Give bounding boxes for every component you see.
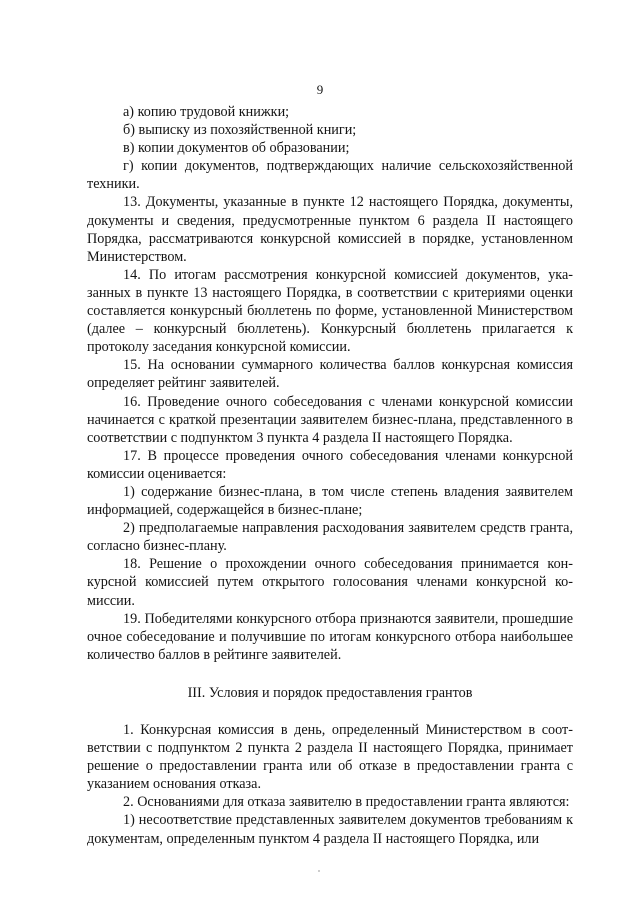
paragraph-16: 16. Проведение очного собеседования с членами конкурсной комиссии начинается с краткой презентации заявителем бизнес-плана, представленного в соответствии с подпунктом 3 пункта 4 раздела II настоящего Порядка. <box>87 393 573 446</box>
section3-paragraph-2-item-1: 1) несоответствие представленных заявителем документов требованиям к документам, определенным пунктом 4 раздела II настоящего Порядка, или <box>87 812 573 847</box>
document-body <box>87 103 573 848</box>
scan-speck <box>318 870 320 872</box>
section3-paragraph-2: 2. Основаниями для отказа заявителю в предоставлении гранта являются: <box>123 794 570 811</box>
paragraph-item-v: в) копии документов об образовании; <box>123 140 350 157</box>
paragraph-17-item-1: 1) содержание бизнес-плана, в том числе степень владения заявителем информацией, содержащейся в бизнес-плане; <box>87 483 573 519</box>
paragraph-item-a: а) копию трудовой книжки; <box>123 104 290 120</box>
section-heading: III. Условия и порядок предоставления грантов <box>187 684 473 701</box>
paragraph-15: 15. На основании суммарного количества баллов конкурсная комиссия определяет рейтинг заявителей. <box>87 357 573 392</box>
paragraph-13: 13. Документы, указанные в пункте 12 настоящего Порядка, документы, документы и сведения, предусмотренные пунктом 6 раздела II настоящего Порядка, рассматриваются конкурсной комиссией в порядке, установленном Министерством. <box>87 194 573 265</box>
paragraph-19: 19. Победителями конкурсного отбора признаются заявители, прошедшие очное собеседование и получившие по итогам конкурсного отбора наибольшее количество баллов в рейтинге заявителей. <box>87 610 573 663</box>
paragraph-18: 18. Решение о прохождении очного собеседования принимается конкурсной комиссией путем открытого голосования членами конкурсной комиссии. <box>87 556 573 609</box>
paragraph-item-g: г) копии документов, подтверждающих наличие сельскохозяйственной техники. <box>87 158 573 193</box>
paragraph-item-b: б) выписку из похозяйственной книги; <box>123 122 357 139</box>
paragraph-14: 14. По итогам рассмотрения конкурсной комиссией документов, указанных в пункте 13 настоящего Порядка, в соответствии с критериями оценки составляется конкурсный бюллетень по форме, установленной Министерством (далее – конкурсный бюллетень). Конкурсный бюллетень прилагается к протоколу заседания конкурсной комиссии. <box>87 266 573 356</box>
page-number: 9 <box>316 82 324 97</box>
section3-paragraph-1: 1. Конкурсная комиссия в день, определенный Министерством в соответствии с подпунктом 2 пункта 2 раздела II настоящего Порядка, принимает решение о предоставлении гранта или об отказе в предоставлении гранта с указанием основания отказа. <box>87 722 573 793</box>
paragraph-17: 17. В процессе проведения очного собеседования членами конкурсной комиссии оценивается: <box>87 447 573 482</box>
paragraph-17-item-2: 2) предполагаемые направления расходования заявителем средств гранта, согласно бизнес-плану. <box>87 520 573 555</box>
